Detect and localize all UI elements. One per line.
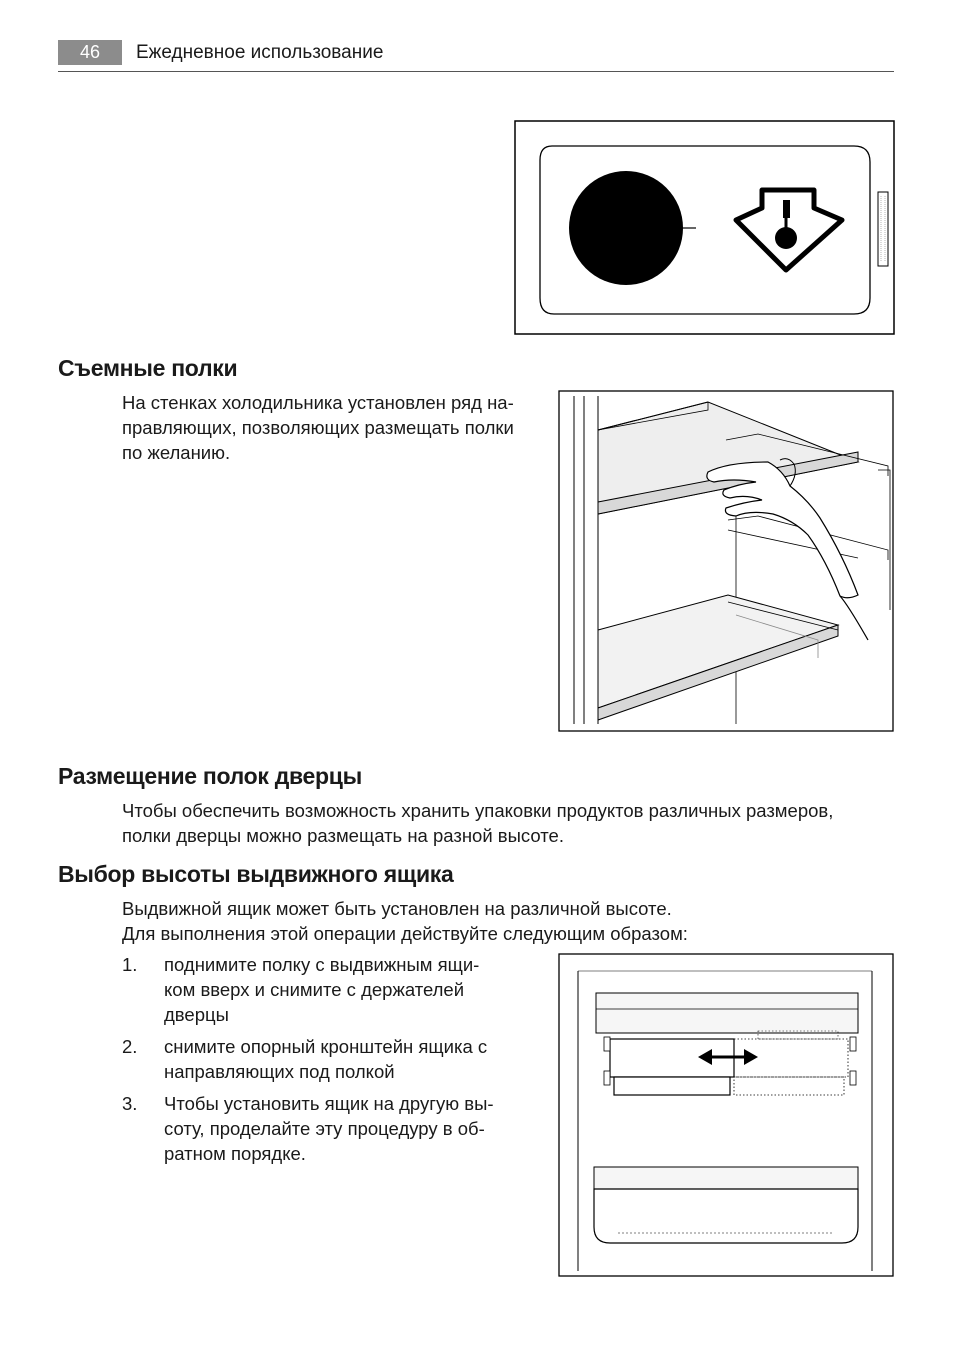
step-text-line: дверцы — [164, 1004, 229, 1025]
door-shelves-paragraph — [122, 798, 833, 848]
list-item — [122, 1034, 512, 1084]
text-line: Чтобы обеспечить возможность хранить упаковки продуктов различных размеров, — [122, 800, 834, 821]
drawer-figure — [558, 953, 894, 1277]
section-heading-door-shelves: Размещение полок дверцы — [58, 763, 362, 789]
page-header — [58, 40, 894, 72]
list-item — [122, 952, 512, 1027]
text-line: по желанию. — [122, 442, 231, 463]
step-text-line: ратном порядке. — [164, 1143, 306, 1164]
step-text-line: поднимите полку с выдвижным ящи- — [164, 954, 480, 975]
control-panel-figure — [514, 120, 895, 335]
shelves-paragraph — [122, 390, 514, 465]
drawer-intro-paragraph — [122, 896, 688, 946]
step-text-line: ком вверх и снимите с держателей — [164, 979, 465, 1000]
step-text-line: снимите опорный кронштейн ящика с — [164, 1036, 488, 1057]
section-heading-drawer: Выбор высоты выдвижного ящика — [58, 861, 454, 887]
text-line: правляющих, позволяющих размещать полки — [122, 417, 514, 438]
section-heading-shelves: Съемные полки — [58, 355, 238, 381]
text-line: На стенках холодильника установлен ряд на- — [122, 392, 514, 413]
step-number: 1. — [122, 954, 138, 975]
step-text-line: направляющих под полкой — [164, 1061, 395, 1082]
chapter-title: Ежедневное использование — [136, 42, 384, 63]
step-number: 3. — [122, 1093, 138, 1114]
step-text-line: Чтобы установить ящик на другую вы- — [164, 1093, 494, 1114]
step-text-line: соту, проделайте эту процедуру в об- — [164, 1118, 485, 1139]
step-number: 2. — [122, 1036, 138, 1057]
shelves-figure — [558, 390, 894, 732]
list-item — [122, 1091, 512, 1166]
text-line: Выдвижной ящик может быть установлен на различной высоте. — [122, 898, 672, 919]
drawer-steps-list — [122, 952, 512, 1173]
text-line: Для выполнения этой операции действуйте следующим образом: — [122, 923, 688, 944]
text-line: полки дверцы можно размещать на разной высоте. — [122, 825, 564, 846]
header-divider — [58, 71, 894, 72]
page-number: 46 — [58, 40, 122, 65]
